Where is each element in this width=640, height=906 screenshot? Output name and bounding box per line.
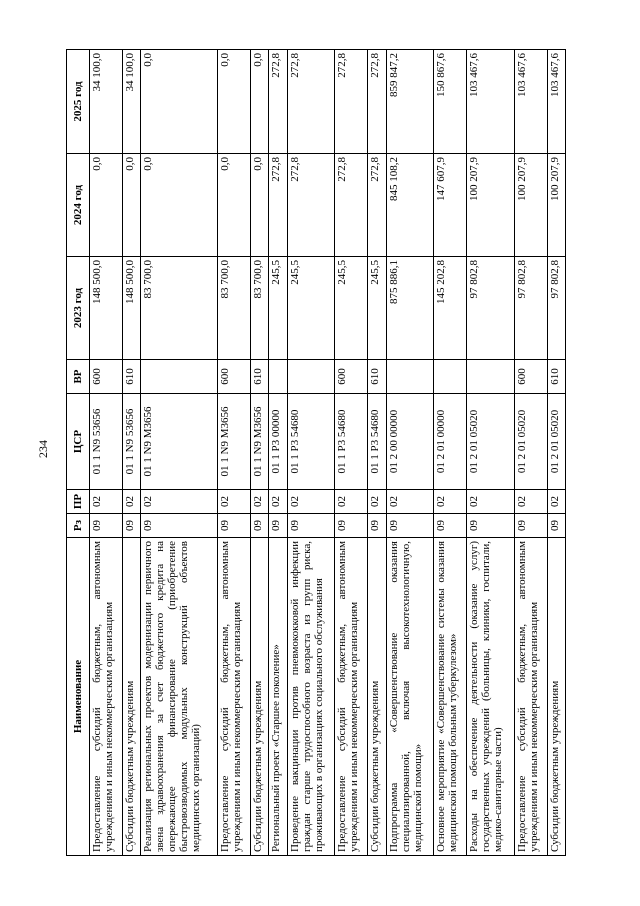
cell-2024: 100 207,9: [514, 154, 547, 257]
cell-2025: 272,8: [335, 50, 368, 154]
cell-csr: 01 1 N9 М3656: [141, 394, 218, 490]
table-row: [287, 50, 335, 856]
cell-pr: 02: [547, 490, 565, 514]
cell-csr: 01 1 P3 54680: [368, 394, 386, 490]
cell-vr: 600: [335, 360, 368, 394]
cell-pr: 02: [467, 490, 515, 514]
cell-vr: 600: [90, 360, 123, 394]
cell-csr: 01 2 01 00000: [434, 394, 467, 490]
cell-2023: 245,5: [335, 257, 368, 360]
cell-pr: 02: [335, 490, 368, 514]
cell-csr: 01 2 01 05020: [467, 394, 515, 490]
cell-2024: 0,0: [141, 154, 218, 257]
cell-2025: 103 467,6: [467, 50, 515, 154]
cell-2024: 0,0: [122, 154, 140, 257]
cell-rz: 09: [368, 514, 386, 538]
cell-csr: 01 1 N9 М3656: [218, 394, 251, 490]
cell-2023: 83 700,0: [218, 257, 251, 360]
cell-csr: 01 2 01 05020: [547, 394, 565, 490]
cell-2023: 83 700,0: [251, 257, 269, 360]
cell-2025: 0,0: [218, 50, 251, 154]
table-header-row: [67, 50, 90, 856]
cell-name: Подпрограмма «Совершенствование оказания специализированной, включая высокотехнологичную, медицинской помощи»: [386, 538, 434, 856]
cell-pr: 02: [251, 490, 269, 514]
cell-name: Региональный проект «Старшее поколение»: [269, 538, 287, 856]
cell-2023: 148 500,0: [90, 257, 123, 360]
cell-vr: [287, 360, 335, 394]
table-row: [251, 50, 269, 856]
cell-rz: 09: [218, 514, 251, 538]
table-row: [386, 50, 434, 856]
table-row: [547, 50, 565, 856]
cell-2025: 150 867,6: [434, 50, 467, 154]
cell-pr: 02: [90, 490, 123, 514]
table-row: [122, 50, 140, 856]
cell-csr: 01 1 N9 53656: [90, 394, 123, 490]
cell-csr: 01 2 00 00000: [386, 394, 434, 490]
table-row: [368, 50, 386, 856]
cell-pr: 02: [141, 490, 218, 514]
cell-2025: 103 467,6: [547, 50, 565, 154]
cell-2025: 34 100,0: [90, 50, 123, 154]
table-body: [90, 50, 566, 856]
header-2024: 2024 год: [67, 154, 90, 257]
cell-pr: 02: [218, 490, 251, 514]
cell-csr: 01 1 P3 54680: [335, 394, 368, 490]
cell-vr: 600: [514, 360, 547, 394]
table-row: [141, 50, 218, 856]
cell-2023: 97 802,8: [547, 257, 565, 360]
cell-2023: 83 700,0: [141, 257, 218, 360]
cell-rz: 09: [335, 514, 368, 538]
cell-2024: 100 207,9: [467, 154, 515, 257]
header-2023: 2023 год: [67, 257, 90, 360]
cell-csr: 01 1 P3 00000: [269, 394, 287, 490]
table-row: [434, 50, 467, 856]
cell-vr: 610: [251, 360, 269, 394]
cell-rz: 09: [269, 514, 287, 538]
cell-name: Субсидии бюджетным учреждениям: [547, 538, 565, 856]
page-number: 234: [36, 440, 50, 458]
table-row: [514, 50, 547, 856]
header-2025: 2025 год: [67, 50, 90, 154]
table-row: [218, 50, 251, 856]
cell-name: Реализация региональных проектов модернизации первичного звена здравоохранения за счет бюджетного кредита на опережающее финансирование (приобретение быстровозводимых модульных конструкций объектов медицинских организаций): [141, 538, 218, 856]
cell-rz: 09: [514, 514, 547, 538]
cell-rz: 09: [386, 514, 434, 538]
cell-2023: 245,5: [287, 257, 335, 360]
rotated-page: [66, 50, 566, 856]
cell-2025: 34 100,0: [122, 50, 140, 154]
cell-pr: 02: [122, 490, 140, 514]
cell-vr: 610: [547, 360, 565, 394]
cell-2023: 148 500,0: [122, 257, 140, 360]
cell-2024: 272,8: [335, 154, 368, 257]
cell-2023: 245,5: [368, 257, 386, 360]
cell-vr: [386, 360, 434, 394]
cell-2024: 100 207,9: [547, 154, 565, 257]
table-row: [90, 50, 123, 856]
cell-vr: [269, 360, 287, 394]
cell-2025: 0,0: [251, 50, 269, 154]
cell-2025: 0,0: [141, 50, 218, 154]
table-row: [467, 50, 515, 856]
cell-name: Основное мероприятие «Совершенствование системы оказания медицинской помощи больным туберкулезом»: [434, 538, 467, 856]
header-csr: ЦСР: [67, 394, 90, 490]
header-pr: ПР: [67, 490, 90, 514]
cell-pr: 02: [434, 490, 467, 514]
cell-name: Предоставление субсидий бюджетным, автономным учреждениям и иным некоммерческим организациям: [335, 538, 368, 856]
cell-2024: 272,8: [368, 154, 386, 257]
cell-pr: 02: [514, 490, 547, 514]
cell-2025: 103 467,6: [514, 50, 547, 154]
cell-name: Проведение вакцинации против пневмококковой инфекции граждан старше трудоспособного возраста из групп риска, проживающих в организациях социального обслуживания: [287, 538, 335, 856]
cell-vr: [467, 360, 515, 394]
cell-rz: 09: [251, 514, 269, 538]
cell-vr: 600: [218, 360, 251, 394]
cell-csr: 01 1 N9 М3656: [251, 394, 269, 490]
cell-2024: 0,0: [90, 154, 123, 257]
cell-csr: 01 1 P3 54680: [287, 394, 335, 490]
cell-2024: 147 607,9: [434, 154, 467, 257]
cell-pr: 02: [269, 490, 287, 514]
cell-rz: 09: [467, 514, 515, 538]
cell-rz: 09: [547, 514, 565, 538]
cell-pr: 02: [368, 490, 386, 514]
cell-2024: 272,8: [269, 154, 287, 257]
cell-2025: 859 847,2: [386, 50, 434, 154]
cell-vr: 610: [368, 360, 386, 394]
cell-2023: 97 802,8: [467, 257, 515, 360]
cell-vr: 610: [122, 360, 140, 394]
cell-vr: [141, 360, 218, 394]
table-row: [335, 50, 368, 856]
cell-rz: 09: [434, 514, 467, 538]
cell-rz: 09: [122, 514, 140, 538]
cell-2023: 145 202,8: [434, 257, 467, 360]
cell-name: Расходы на обеспечение деятельности (оказание услуг) государственных учреждений (больницы, клиники, госпитали, медико-санитарные части): [467, 538, 515, 856]
cell-name: Субсидии бюджетным учреждениям: [251, 538, 269, 856]
cell-vr: [434, 360, 467, 394]
cell-pr: 02: [386, 490, 434, 514]
table-row: [269, 50, 287, 856]
cell-2023: 875 886,1: [386, 257, 434, 360]
cell-2025: 272,8: [287, 50, 335, 154]
cell-name: Субсидии бюджетным учреждениям: [368, 538, 386, 856]
cell-2023: 97 802,8: [514, 257, 547, 360]
cell-name: Предоставление субсидий бюджетным, автономным учреждениям и иным некоммерческим организациям: [90, 538, 123, 856]
header-rz: Рз: [67, 514, 90, 538]
cell-name: Субсидии бюджетным учреждениям: [122, 538, 140, 856]
cell-pr: 02: [287, 490, 335, 514]
cell-rz: 09: [141, 514, 218, 538]
cell-2024: 845 108,2: [386, 154, 434, 257]
header-vr: ВР: [67, 360, 90, 394]
budget-table: [66, 49, 566, 856]
cell-2025: 272,8: [269, 50, 287, 154]
cell-csr: 01 1 N9 53656: [122, 394, 140, 490]
cell-2024: 0,0: [251, 154, 269, 257]
cell-2025: 272,8: [368, 50, 386, 154]
cell-rz: 09: [287, 514, 335, 538]
cell-2023: 245,5: [269, 257, 287, 360]
cell-csr: 01 2 01 05020: [514, 394, 547, 490]
cell-name: Предоставление субсидий бюджетным, автономным учреждениям и иным некоммерческим организациям: [218, 538, 251, 856]
cell-rz: 09: [90, 514, 123, 538]
cell-2024: 0,0: [218, 154, 251, 257]
cell-name: Предоставление субсидий бюджетным, автономным учреждениям и иным некоммерческим организациям: [514, 538, 547, 856]
cell-2024: 272,8: [287, 154, 335, 257]
rotated-table-area: [66, 50, 566, 856]
header-name: Наименование: [67, 538, 90, 856]
